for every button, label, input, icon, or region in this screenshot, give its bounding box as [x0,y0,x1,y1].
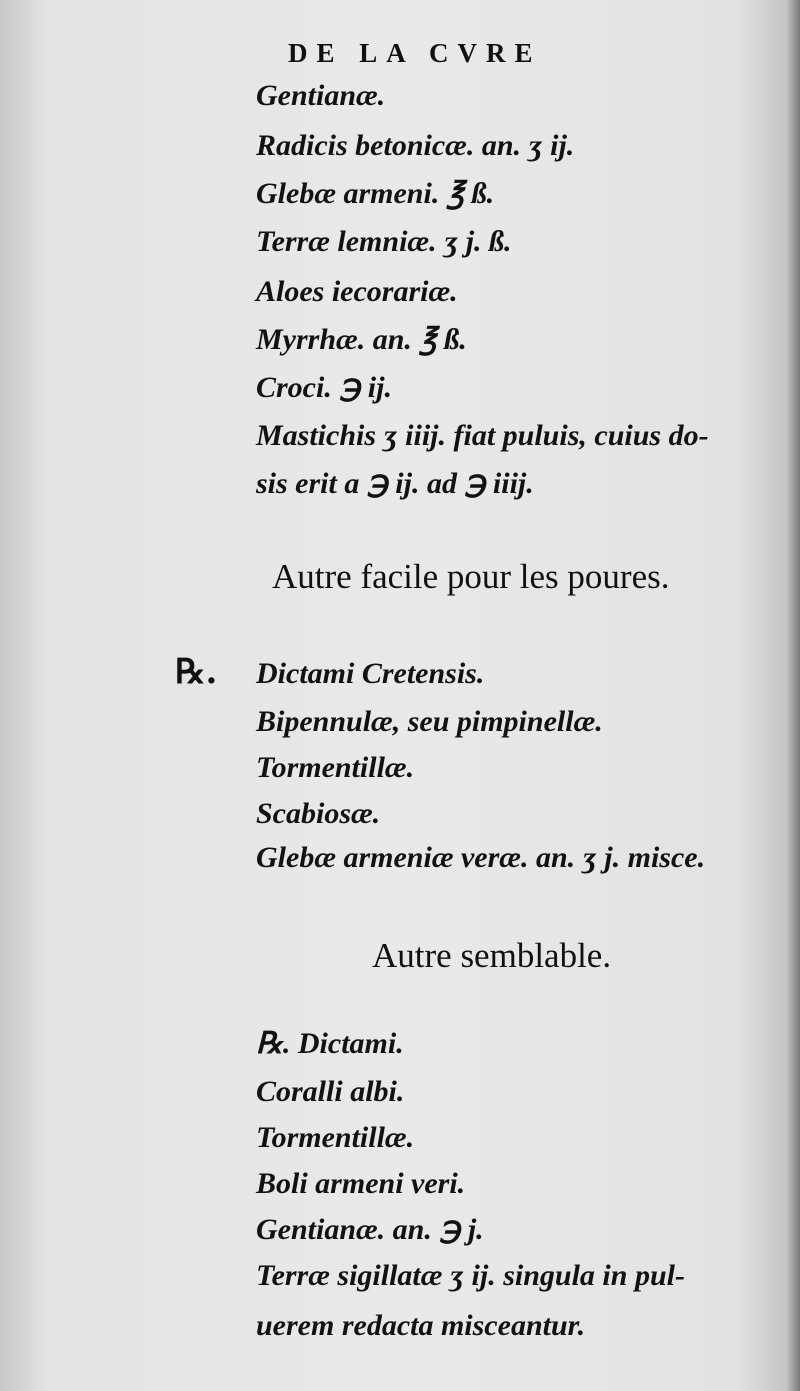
recipe-line: Boli armeni veri. [256,1167,466,1200]
recipe-line: Glebæ armeniæ veræ. an. ʒ j. misce. [256,841,706,874]
recipe-line: sis erit a ℈ ij. ad ℈ iiij. [256,467,534,500]
recipe-line: Gentianæ. an. ℈ j. [256,1213,484,1246]
recipe-line: Tormentillæ. [256,1121,415,1154]
recipe-line: Croci. ℈ ij. [256,371,392,404]
running-head: DE LA CVRE [288,38,542,68]
recipe-line: Coralli albi. [256,1075,405,1108]
section-heading: Autre facile pour les poures. [272,557,670,596]
recipe-line: Mastichis ʒ iiij. fiat puluis, cuius do- [256,419,709,452]
recipe-line: Terræ sigillatæ ʒ ij. singula in pul- [256,1259,685,1292]
recipe-line: Myrrhæ. an. ℥ ß. [256,323,467,356]
section-heading: Autre semblable. [372,936,612,975]
recipe-line: Aloes iecorariæ. [256,275,458,308]
recipe-line: ℞. Dictami. [256,1027,404,1060]
recipe-line: Tormentillæ. [256,751,415,784]
recipe-line: Radicis betonicæ. an. ʒ ij. [256,129,575,162]
recipe-line: Terræ lemniæ. ʒ j. ß. [256,225,512,258]
page-edge-shadow [786,0,800,1391]
recipe-line: Dictami Cretensis. [256,657,485,690]
recipe-symbol-icon: ℞. [175,652,218,692]
recipe-line: uerem redacta misceantur. [256,1309,586,1342]
recipe-line: Gentianæ. [256,79,386,112]
recipe-line: Bipennulæ, seu pimpinellæ. [256,705,603,738]
recipe-line: Scabiosæ. [256,797,381,830]
recipe-line: Glebæ armeni. ℥ ß. [256,177,495,210]
